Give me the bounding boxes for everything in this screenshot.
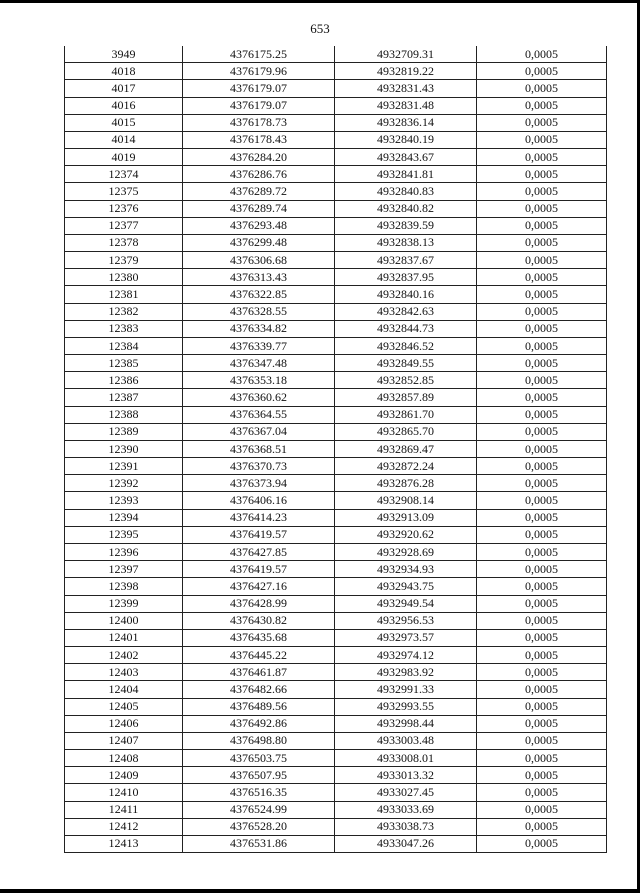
y-coordinate-cell: 4932993.55 [335, 698, 477, 715]
point-id-cell: 12393 [65, 492, 183, 509]
tolerance-cell: 0,0005 [477, 543, 607, 560]
x-coordinate-cell: 4376370.73 [183, 458, 335, 475]
tolerance-cell: 0,0005 [477, 647, 607, 664]
table-row [65, 97, 607, 114]
x-coordinate-cell: 4376489.56 [183, 698, 335, 715]
x-coordinate-cell: 4376414.23 [183, 509, 335, 526]
y-coordinate-cell: 4933027.45 [335, 784, 477, 801]
table-row [65, 114, 607, 131]
x-coordinate-cell: 4376289.74 [183, 200, 335, 217]
x-coordinate-cell: 4376179.96 [183, 63, 335, 80]
x-coordinate-cell: 4376482.66 [183, 681, 335, 698]
point-id-cell: 12379 [65, 252, 183, 269]
x-coordinate-cell: 4376524.99 [183, 801, 335, 818]
x-coordinate-cell: 4376430.82 [183, 612, 335, 629]
table-row [65, 732, 607, 749]
point-id-cell: 12388 [65, 406, 183, 423]
table-row [65, 681, 607, 698]
x-coordinate-cell: 4376339.77 [183, 337, 335, 354]
x-coordinate-cell: 4376178.43 [183, 131, 335, 148]
table-row [65, 303, 607, 320]
point-id-cell: 12383 [65, 320, 183, 337]
table-row [65, 286, 607, 303]
table-row [65, 46, 607, 63]
tolerance-cell: 0,0005 [477, 595, 607, 612]
point-id-cell: 12391 [65, 458, 183, 475]
y-coordinate-cell: 4932836.14 [335, 114, 477, 131]
tolerance-cell: 0,0005 [477, 458, 607, 475]
tolerance-cell: 0,0005 [477, 492, 607, 509]
y-coordinate-cell: 4932872.24 [335, 458, 477, 475]
x-coordinate-cell: 4376531.86 [183, 835, 335, 852]
scan-border-bottom [0, 889, 640, 893]
x-coordinate-cell: 4376299.48 [183, 234, 335, 251]
point-id-cell: 12384 [65, 337, 183, 354]
tolerance-cell: 0,0005 [477, 406, 607, 423]
y-coordinate-cell: 4932846.52 [335, 337, 477, 354]
y-coordinate-cell: 4932973.57 [335, 629, 477, 646]
x-coordinate-cell: 4376313.43 [183, 269, 335, 286]
table-row [65, 647, 607, 664]
tolerance-cell: 0,0005 [477, 578, 607, 595]
table-row [65, 509, 607, 526]
table-row [65, 200, 607, 217]
point-id-cell: 12401 [65, 629, 183, 646]
x-coordinate-cell: 4376406.16 [183, 492, 335, 509]
y-coordinate-cell: 4932831.43 [335, 80, 477, 97]
table-row [65, 698, 607, 715]
tolerance-cell: 0,0005 [477, 166, 607, 183]
x-coordinate-cell: 4376286.76 [183, 166, 335, 183]
point-id-cell: 12394 [65, 509, 183, 526]
tolerance-cell: 0,0005 [477, 269, 607, 286]
table-row [65, 578, 607, 595]
y-coordinate-cell: 4932852.85 [335, 372, 477, 389]
tolerance-cell: 0,0005 [477, 63, 607, 80]
tolerance-cell: 0,0005 [477, 114, 607, 131]
x-coordinate-cell: 4376328.55 [183, 303, 335, 320]
y-coordinate-cell: 4932949.54 [335, 595, 477, 612]
point-id-cell: 12405 [65, 698, 183, 715]
point-id-cell: 12378 [65, 234, 183, 251]
table-row [65, 166, 607, 183]
point-id-cell: 12380 [65, 269, 183, 286]
x-coordinate-cell: 4376284.20 [183, 149, 335, 166]
point-id-cell: 12399 [65, 595, 183, 612]
x-coordinate-cell: 4376306.68 [183, 252, 335, 269]
point-id-cell: 12411 [65, 801, 183, 818]
y-coordinate-cell: 4932865.70 [335, 423, 477, 440]
table-row [65, 320, 607, 337]
y-coordinate-cell: 4932844.73 [335, 320, 477, 337]
y-coordinate-cell: 4932842.63 [335, 303, 477, 320]
y-coordinate-cell: 4932840.16 [335, 286, 477, 303]
x-coordinate-cell: 4376435.68 [183, 629, 335, 646]
point-id-cell: 12398 [65, 578, 183, 595]
x-coordinate-cell: 4376419.57 [183, 561, 335, 578]
y-coordinate-cell: 4933013.32 [335, 767, 477, 784]
y-coordinate-cell: 4932861.70 [335, 406, 477, 423]
table-row [65, 526, 607, 543]
tolerance-cell: 0,0005 [477, 80, 607, 97]
table-row [65, 131, 607, 148]
table-row [65, 252, 607, 269]
point-id-cell: 4015 [65, 114, 183, 131]
table-row [65, 801, 607, 818]
tolerance-cell: 0,0005 [477, 629, 607, 646]
x-coordinate-cell: 4376528.20 [183, 818, 335, 835]
x-coordinate-cell: 4376427.85 [183, 543, 335, 560]
table-row [65, 818, 607, 835]
tolerance-cell: 0,0005 [477, 681, 607, 698]
y-coordinate-cell: 4933033.69 [335, 801, 477, 818]
tolerance-cell: 0,0005 [477, 217, 607, 234]
point-id-cell: 12389 [65, 423, 183, 440]
y-coordinate-cell: 4932934.93 [335, 561, 477, 578]
y-coordinate-cell: 4932857.89 [335, 389, 477, 406]
point-id-cell: 12407 [65, 732, 183, 749]
tolerance-cell: 0,0005 [477, 561, 607, 578]
y-coordinate-cell: 4932837.95 [335, 269, 477, 286]
point-id-cell: 12403 [65, 664, 183, 681]
x-coordinate-cell: 4376428.99 [183, 595, 335, 612]
x-coordinate-cell: 4376178.73 [183, 114, 335, 131]
x-coordinate-cell: 4376179.07 [183, 80, 335, 97]
tolerance-cell: 0,0005 [477, 715, 607, 732]
x-coordinate-cell: 4376175.25 [183, 46, 335, 63]
y-coordinate-cell: 4932974.12 [335, 647, 477, 664]
point-id-cell: 12402 [65, 647, 183, 664]
table-row [65, 269, 607, 286]
table-row [65, 183, 607, 200]
point-id-cell: 3949 [65, 46, 183, 63]
table-row [65, 715, 607, 732]
point-id-cell: 4016 [65, 97, 183, 114]
point-id-cell: 4019 [65, 149, 183, 166]
table-row [65, 458, 607, 475]
table-row [65, 217, 607, 234]
x-coordinate-cell: 4376347.48 [183, 355, 335, 372]
y-coordinate-cell: 4932819.22 [335, 63, 477, 80]
scan-border-top [0, 0, 640, 3]
point-id-cell: 12397 [65, 561, 183, 578]
point-id-cell: 12413 [65, 835, 183, 852]
table-row [65, 475, 607, 492]
point-id-cell: 12395 [65, 526, 183, 543]
y-coordinate-cell: 4932838.13 [335, 234, 477, 251]
tolerance-cell: 0,0005 [477, 252, 607, 269]
x-coordinate-cell: 4376373.94 [183, 475, 335, 492]
table-row [65, 337, 607, 354]
y-coordinate-cell: 4933003.48 [335, 732, 477, 749]
y-coordinate-cell: 4932920.62 [335, 526, 477, 543]
tolerance-cell: 0,0005 [477, 835, 607, 852]
point-id-cell: 12404 [65, 681, 183, 698]
x-coordinate-cell: 4376419.57 [183, 526, 335, 543]
tolerance-cell: 0,0005 [477, 337, 607, 354]
tolerance-cell: 0,0005 [477, 372, 607, 389]
y-coordinate-cell: 4932876.28 [335, 475, 477, 492]
coordinates-table-body [65, 46, 607, 853]
table-row [65, 440, 607, 457]
x-coordinate-cell: 4376445.22 [183, 647, 335, 664]
table-row [65, 595, 607, 612]
table-row [65, 389, 607, 406]
x-coordinate-cell: 4376360.62 [183, 389, 335, 406]
x-coordinate-cell: 4376516.35 [183, 784, 335, 801]
tolerance-cell: 0,0005 [477, 97, 607, 114]
tolerance-cell: 0,0005 [477, 234, 607, 251]
tolerance-cell: 0,0005 [477, 698, 607, 715]
table-row [65, 543, 607, 560]
x-coordinate-cell: 4376353.18 [183, 372, 335, 389]
y-coordinate-cell: 4933047.26 [335, 835, 477, 852]
point-id-cell: 12377 [65, 217, 183, 234]
x-coordinate-cell: 4376503.75 [183, 750, 335, 767]
table-row [65, 355, 607, 372]
y-coordinate-cell: 4932943.75 [335, 578, 477, 595]
y-coordinate-cell: 4933038.73 [335, 818, 477, 835]
point-id-cell: 12412 [65, 818, 183, 835]
x-coordinate-cell: 4376293.48 [183, 217, 335, 234]
y-coordinate-cell: 4932991.33 [335, 681, 477, 698]
table-row [65, 372, 607, 389]
table-row [65, 234, 607, 251]
y-coordinate-cell: 4932840.19 [335, 131, 477, 148]
point-id-cell: 12375 [65, 183, 183, 200]
x-coordinate-cell: 4376289.72 [183, 183, 335, 200]
coordinates-table [64, 46, 607, 853]
y-coordinate-cell: 4932840.83 [335, 183, 477, 200]
tolerance-cell: 0,0005 [477, 200, 607, 217]
y-coordinate-cell: 4932956.53 [335, 612, 477, 629]
point-id-cell: 12386 [65, 372, 183, 389]
tolerance-cell: 0,0005 [477, 355, 607, 372]
point-id-cell: 12406 [65, 715, 183, 732]
table-row [65, 835, 607, 852]
point-id-cell: 12409 [65, 767, 183, 784]
tolerance-cell: 0,0005 [477, 149, 607, 166]
point-id-cell: 4018 [65, 63, 183, 80]
point-id-cell: 12376 [65, 200, 183, 217]
tolerance-cell: 0,0005 [477, 767, 607, 784]
tolerance-cell: 0,0005 [477, 303, 607, 320]
point-id-cell: 12385 [65, 355, 183, 372]
table-row [65, 423, 607, 440]
tolerance-cell: 0,0005 [477, 526, 607, 543]
tolerance-cell: 0,0005 [477, 183, 607, 200]
tolerance-cell: 0,0005 [477, 46, 607, 63]
tolerance-cell: 0,0005 [477, 131, 607, 148]
x-coordinate-cell: 4376498.80 [183, 732, 335, 749]
x-coordinate-cell: 4376179.07 [183, 97, 335, 114]
point-id-cell: 4014 [65, 131, 183, 148]
table-row [65, 629, 607, 646]
tolerance-cell: 0,0005 [477, 509, 607, 526]
y-coordinate-cell: 4932983.92 [335, 664, 477, 681]
point-id-cell: 12410 [65, 784, 183, 801]
point-id-cell: 12400 [65, 612, 183, 629]
tolerance-cell: 0,0005 [477, 732, 607, 749]
tolerance-cell: 0,0005 [477, 612, 607, 629]
tolerance-cell: 0,0005 [477, 818, 607, 835]
table-row [65, 784, 607, 801]
tolerance-cell: 0,0005 [477, 320, 607, 337]
table-row [65, 63, 607, 80]
tolerance-cell: 0,0005 [477, 664, 607, 681]
y-coordinate-cell: 4932998.44 [335, 715, 477, 732]
y-coordinate-cell: 4932908.14 [335, 492, 477, 509]
point-id-cell: 12387 [65, 389, 183, 406]
y-coordinate-cell: 4932843.67 [335, 149, 477, 166]
x-coordinate-cell: 4376322.85 [183, 286, 335, 303]
table-row [65, 612, 607, 629]
table-row [65, 664, 607, 681]
table-row [65, 80, 607, 97]
tolerance-cell: 0,0005 [477, 475, 607, 492]
y-coordinate-cell: 4932869.47 [335, 440, 477, 457]
x-coordinate-cell: 4376368.51 [183, 440, 335, 457]
x-coordinate-cell: 4376364.55 [183, 406, 335, 423]
x-coordinate-cell: 4376427.16 [183, 578, 335, 595]
point-id-cell: 12392 [65, 475, 183, 492]
tolerance-cell: 0,0005 [477, 440, 607, 457]
table-row [65, 750, 607, 767]
point-id-cell: 12408 [65, 750, 183, 767]
tolerance-cell: 0,0005 [477, 750, 607, 767]
tolerance-cell: 0,0005 [477, 389, 607, 406]
point-id-cell: 4017 [65, 80, 183, 97]
tolerance-cell: 0,0005 [477, 784, 607, 801]
point-id-cell: 12374 [65, 166, 183, 183]
table-row [65, 767, 607, 784]
y-coordinate-cell: 4932928.69 [335, 543, 477, 560]
y-coordinate-cell: 4932849.55 [335, 355, 477, 372]
y-coordinate-cell: 4932831.48 [335, 97, 477, 114]
y-coordinate-cell: 4932839.59 [335, 217, 477, 234]
point-id-cell: 12381 [65, 286, 183, 303]
page-number: 653 [310, 21, 330, 36]
y-coordinate-cell: 4932837.67 [335, 252, 477, 269]
point-id-cell: 12390 [65, 440, 183, 457]
tolerance-cell: 0,0005 [477, 286, 607, 303]
x-coordinate-cell: 4376507.95 [183, 767, 335, 784]
tolerance-cell: 0,0005 [477, 801, 607, 818]
y-coordinate-cell: 4932841.81 [335, 166, 477, 183]
y-coordinate-cell: 4933008.01 [335, 750, 477, 767]
y-coordinate-cell: 4932913.09 [335, 509, 477, 526]
y-coordinate-cell: 4932709.31 [335, 46, 477, 63]
table-row [65, 149, 607, 166]
point-id-cell: 12382 [65, 303, 183, 320]
x-coordinate-cell: 4376461.87 [183, 664, 335, 681]
point-id-cell: 12396 [65, 543, 183, 560]
x-coordinate-cell: 4376334.82 [183, 320, 335, 337]
x-coordinate-cell: 4376367.04 [183, 423, 335, 440]
tolerance-cell: 0,0005 [477, 423, 607, 440]
x-coordinate-cell: 4376492.86 [183, 715, 335, 732]
table-row [65, 406, 607, 423]
table-row [65, 492, 607, 509]
table-row [65, 561, 607, 578]
y-coordinate-cell: 4932840.82 [335, 200, 477, 217]
